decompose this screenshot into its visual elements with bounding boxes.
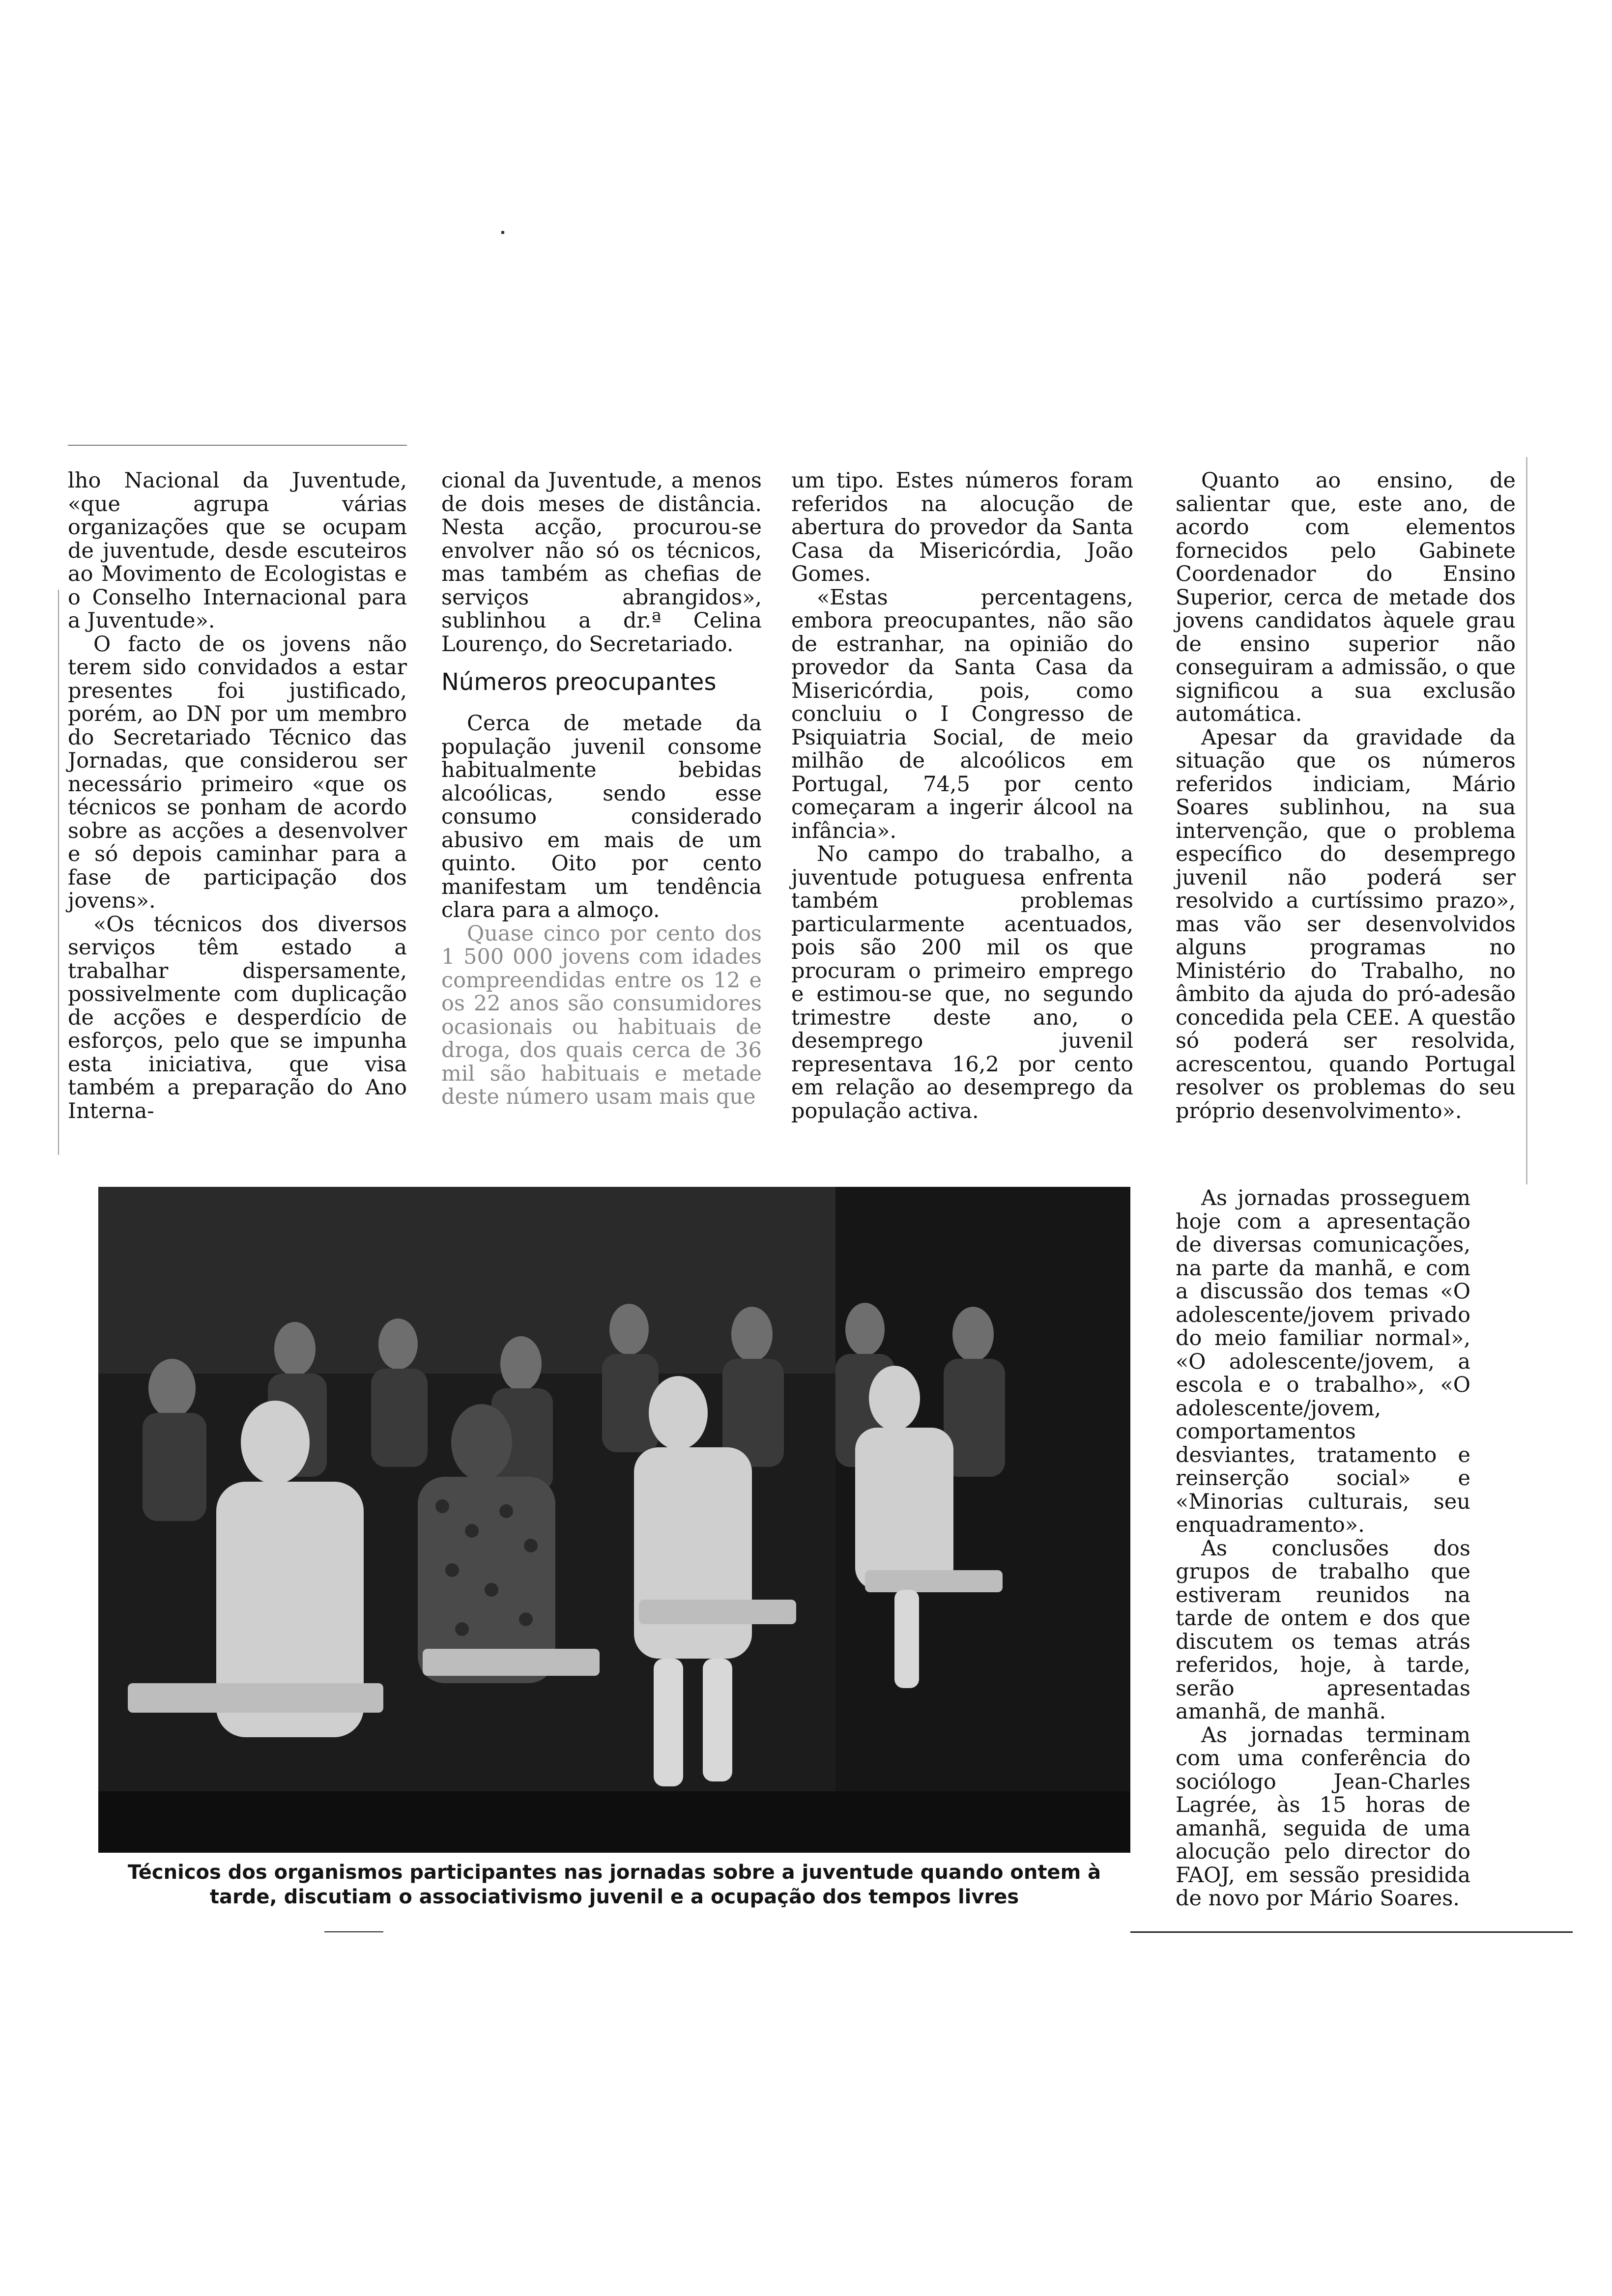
photo-illustration — [98, 1187, 1130, 1853]
margin-mark — [58, 590, 59, 1155]
section-heading: Números preocupantes — [441, 668, 717, 696]
article-column-2 — [441, 469, 762, 1109]
paragraph: um tipo. Estes números foram referidos na alocução de abertura do provedor da Santa Casa da Misericórdia, João Gomes. — [791, 468, 1133, 586]
article-column-1 — [68, 469, 407, 1123]
dust-speck — [501, 231, 504, 234]
paragraph: «Os técnicos dos diversos serviços têm estado a trabalhar dispersamente, possivelmente com duplicação de acções e desperdício de esforços, pelo que se impunha esta iniciativa, que visa também a preparação do Ano Interna- — [68, 912, 407, 1123]
paragraph: Apesar da gravidade da situação que os números referidos indiciam, Mário Soares sublinhou, na sua intervenção, que o problema específico do desemprego juvenil não poderá ser resolvido a curtíssimo prazo», mas vão ser desenvolvidos alguns programas no Ministério do Trabalho, no âmbito da ajuda do pró-adesão concedida pela CEE. A questão só poderá ser resolvida, acrescentou, quando Portugal resolver os problemas do seu próprio desenvolvimento». — [1176, 725, 1516, 1123]
paragraph: Quanto ao ensino, de salientar que, este ano, de acordo com elementos fornecidos pelo Gabinete Coordenador do Ensino Superior, cerca de metade dos jovens candidatos àquele grau de ensino superior não conseguiram a admissão, o que significou a sua exclusão automática. — [1176, 468, 1516, 726]
paragraph: «Estas percentagens, embora preocupantes, não são de estranhar, na opinião do provedor da Santa Casa da Misericórdia, pois, como concluiu o I Congresso de Psiquiatria Social, de meio milhão de alcoólicos em Portugal, 74,5 por cento começaram a ingerir álcool na infância». — [791, 585, 1133, 843]
divider — [324, 1931, 383, 1932]
paragraph: Quase cinco por cento dos 1 500 000 jovens com idades compreendidas entre os 12 e os 22 anos são consumidores ocasionais ou habituais de droga, dos quais cerca de 36 mil são habituais e metade deste número usam mais que — [441, 921, 762, 1109]
paragraph: As jornadas prosseguem hoje com a apresentação de diversas comunicações, na parte da manhã, e com a discussão dos temas «O adolescente/jovem privado do meio familiar normal», «O adolescente/jovem, a escola e o trabalho», «O adolescente/jovem, comportamentos desviantes, tratamento e reinserção social» e «Minorias culturais, seu enquadramento». — [1176, 1186, 1470, 1537]
column-rule — [1526, 457, 1527, 1184]
photo-caption: Técnicos dos organismos participantes nas jornadas sobre a juventude quando ontem à tarde, discutiam o associativismo juvenil e a ocupação dos tempos livres — [127, 1861, 1101, 1908]
paragraph: No campo do trabalho, a juventude potuguesa enfrenta também problemas particularmente acentuados, pois são 200 mil os que procuram o primeiro emprego e estimou-se que, no segundo trimestre deste ano, o desemprego juvenil representava 16,2 por cento em relação ao desemprego da população activa. — [791, 842, 1133, 1123]
paragraph: lho Nacional da Juventude, «que agrupa várias organizações que se ocupam de juventude, desde escuteiros ao Movimento de Ecologistas e o Conselho Internacional para a Juventude». — [68, 468, 407, 633]
news-photo — [98, 1187, 1130, 1853]
paragraph: As conclusões dos grupos de trabalho que estiveram reunidos na tarde de ontem e dos que discutem os temas atrás referidos, hoje, à tarde, serão apresentadas amanhã, de manhã. — [1176, 1536, 1470, 1724]
paragraph: As jornadas terminam com uma conferência do sociólogo Jean-Charles Lagrée, às 15 horas de amanhã, seguida de uma alocução pelo director do FAOJ, em sessão presidida de novo por Mário Soares. — [1176, 1722, 1470, 1911]
article-column-4 — [1176, 469, 1516, 1123]
paragraph: Cerca de metade da população juvenil consome habitualmente bebidas alcoólicas, sendo esse consumo considerado abusivo em mais de um quinto. Oito por cento manifestam um tendência clara para a almoço. — [441, 711, 762, 922]
article-column-3 — [791, 469, 1133, 1123]
paragraph: O facto de os jovens não terem sido convidados a estar presentes foi justificado, porém, ao DN por um membro do Secretariado Técnico das Jornadas, que considerou ser necessário primeiro «que os técnicos se ponham de acordo sobre as acções a desenvolver e só depois caminhar para a fase de participação dos jovens». — [68, 631, 407, 913]
article-column-5 — [1176, 1187, 1470, 1911]
column-rule — [1130, 1931, 1573, 1933]
divider — [68, 445, 407, 446]
paragraph: cional da Juventude, a menos de dois meses de distância. Nesta acção, procurou-se envolver não só os técnicos, mas também as chefias de serviços abrangidos», sublinhou a dr.ª Celina Lourenço, do Secretariado. — [441, 468, 762, 657]
